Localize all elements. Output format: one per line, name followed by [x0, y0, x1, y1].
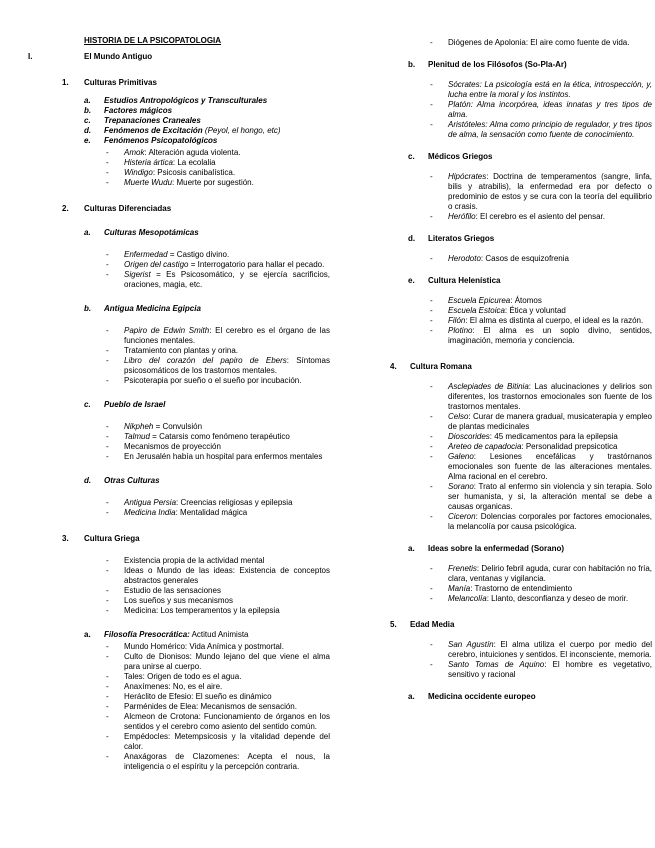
list-item-text: : Muerte por sugestión. — [172, 178, 254, 187]
dash-bullet: - — [106, 376, 109, 385]
list-item-term: Sorano — [448, 482, 474, 491]
list-item-text: : Lesiones encefálicas y trastórnanos emocionales son fuente de las alteraciones mentales. Alma racional en el cerebro. — [448, 452, 652, 481]
left-column — [28, 36, 330, 772]
list-item — [430, 442, 652, 452]
bullet-list — [28, 556, 330, 616]
list-item — [106, 178, 330, 188]
list-item-text: : Átomos — [510, 296, 542, 305]
section-number: 2. — [62, 204, 69, 213]
subsection-letter: b. — [408, 60, 416, 69]
bullet-list — [390, 38, 652, 48]
subsection-heading — [84, 228, 330, 238]
section-heading — [62, 78, 330, 88]
list-item-text: = Es Psicosomático, y se ejercía sacrificios, oraciones, magia, etc. — [124, 270, 330, 289]
list-item-text: : El cerebro es el órgano de las funciones mentales. — [124, 326, 330, 345]
list-item-term: Dioscorides — [448, 432, 490, 441]
list-item — [106, 270, 330, 290]
subsection-heading — [84, 304, 330, 314]
list-item-text: : Dolencias corporales por factores emocionales, la melancolía por causa psicológica. — [448, 512, 652, 531]
dash-bullet: - — [106, 326, 109, 335]
section-label: Cultura Romana — [410, 362, 472, 371]
list-item-text: : El cerebro es el asiento del pensar. — [475, 212, 605, 221]
dash-bullet: - — [430, 584, 433, 593]
list-item — [430, 432, 652, 442]
list-item-term: Filón — [448, 316, 466, 325]
bullet-list — [390, 254, 652, 264]
dash-bullet: - — [106, 168, 109, 177]
list-item — [430, 660, 652, 680]
dash-bullet: - — [106, 452, 109, 461]
dash-bullet: - — [430, 100, 433, 109]
list-item — [106, 452, 330, 462]
list-item-text: : La ecolalia — [172, 158, 216, 167]
dash-bullet: - — [430, 316, 433, 325]
list-item — [430, 640, 653, 660]
subsection-label: Otras Culturas — [104, 476, 160, 485]
list-item — [430, 316, 652, 326]
list-item — [430, 564, 652, 584]
bullet-list — [28, 250, 330, 290]
list-item-term: Amok — [124, 148, 145, 157]
bullet-list — [28, 326, 330, 386]
part-heading — [28, 52, 330, 62]
list-item-text: Alcmeon de Crotona: Funcionamiento de órganos en los sentidos y el cerebro como asiento del sentido común. — [124, 712, 330, 731]
list-item-text: Diógenes de Apolonia: El aire como fuente de vida. — [448, 38, 630, 47]
list-item-text: : Trato al enfermo sin violencia y sin terapia. Solo ser humanista, y si, la alteración mental se debe a causas organicas. — [448, 482, 652, 511]
dash-bullet: - — [106, 712, 109, 721]
list-item — [106, 432, 330, 442]
dash-bullet: - — [430, 212, 433, 221]
subsection-letter: d. — [84, 126, 92, 135]
subsection-note: (Peyol, el hongo, etc) — [202, 126, 281, 135]
dash-bullet: - — [430, 306, 433, 315]
list-item — [106, 376, 330, 386]
list-item-text: Empédocles: Metempsicosis y la vitalidad depende del calor. — [124, 732, 330, 751]
list-item-term: Herófilo — [448, 212, 476, 221]
list-item — [106, 606, 330, 616]
list-item — [106, 586, 330, 596]
dash-bullet: - — [106, 442, 109, 451]
list-item — [106, 346, 330, 356]
list-item — [430, 326, 652, 346]
dash-bullet: - — [430, 564, 433, 573]
section-number: 3. — [62, 534, 69, 543]
list-item — [106, 326, 330, 346]
subsection-letter: a. — [408, 692, 415, 701]
section-label: Culturas Diferenciadas — [84, 204, 172, 213]
bullet-list — [28, 422, 330, 462]
list-item-term: San Agustín — [448, 640, 494, 649]
list-item-term: Herodoto — [448, 254, 481, 263]
dash-bullet: - — [106, 432, 109, 441]
list-item — [430, 80, 652, 100]
list-item — [430, 38, 652, 48]
list-item-term: Windigo — [124, 168, 153, 177]
subsection-label: Ideas sobre la enfermedad (Sorano) — [428, 544, 565, 553]
dash-bullet: - — [430, 432, 433, 441]
list-item-text: : Alteración aguda violenta. — [144, 148, 241, 157]
list-item — [106, 596, 330, 606]
subsection-label: Cultura Helenística — [428, 276, 501, 285]
dash-bullet: - — [430, 594, 433, 603]
list-item-text: Tales: Origen de todo es el agua. — [124, 672, 242, 681]
bullet-list — [390, 382, 652, 532]
subsection-label: Culturas Mesopotámicas — [104, 228, 199, 237]
dash-bullet: - — [106, 346, 109, 355]
list-item-text: = Castigo divino. — [167, 250, 230, 259]
list-item-text: : Personalidad prepsicotica — [521, 442, 618, 451]
list-item-term: Enfermedad — [124, 250, 168, 259]
dash-bullet: - — [106, 752, 109, 761]
list-item — [106, 652, 330, 672]
dash-bullet: - — [106, 652, 109, 661]
subsection-label: Factores mágicos — [104, 106, 173, 115]
list-item-text: : Alma incorpórea, ideas innatas y tres tipos de alma. — [448, 100, 652, 119]
section-label: Edad Media — [410, 620, 455, 629]
subsection-letter: e. — [408, 276, 415, 285]
dash-bullet: - — [430, 172, 433, 181]
subsection-heading — [84, 96, 330, 106]
list-item-text: : Mentalidad mágica — [175, 508, 248, 517]
list-item-term: Manía — [448, 584, 471, 593]
dash-bullet: - — [106, 178, 109, 187]
subsection-label: Médicos Griegos — [428, 152, 493, 161]
subsection-label: Medicina occidente europeo — [428, 692, 536, 701]
list-item-text: : Alma como principio de regulador, y tres tipos de alma, la sensación como fuente de conocimiento. — [448, 120, 652, 139]
list-item — [430, 584, 652, 594]
dash-bullet: - — [106, 596, 109, 605]
list-item-term: Celso — [448, 412, 469, 421]
list-item-text: : La psicología está en la ética, introspección, y, lucha entre la moral y los instintos. — [448, 80, 652, 99]
list-item-text: = Interrogatorio para hallar el pecado. — [188, 260, 325, 269]
list-item — [106, 566, 330, 586]
dash-bullet: - — [430, 296, 433, 305]
list-item-term: Ciceron — [448, 512, 476, 521]
dash-bullet: - — [106, 642, 109, 651]
list-item-text: : Casos de esquizofrenia — [480, 254, 569, 263]
dash-bullet: - — [106, 702, 109, 711]
subsection-label: Fenómenos Psicopatológicos — [104, 136, 218, 145]
subsection-heading — [84, 136, 330, 146]
list-item-text: Ideas o Mundo de las ideas: Existencia de conceptos abstractos generales — [124, 566, 330, 585]
list-item — [106, 642, 330, 652]
list-item — [106, 158, 330, 168]
list-item-text: : Síntomas psicosomáticos de los trastornos mentales. — [124, 356, 330, 375]
list-item-term: Areteo de capadocia — [448, 442, 522, 451]
list-item — [106, 422, 330, 432]
dash-bullet: - — [106, 508, 109, 517]
subsection-heading — [84, 106, 330, 116]
list-item — [106, 498, 330, 508]
list-item-text: Estudio de las sensaciones — [124, 586, 221, 595]
list-item — [430, 452, 652, 482]
section-number: 5. — [390, 620, 397, 629]
section-number: 1. — [62, 78, 69, 87]
list-item — [106, 712, 330, 732]
list-item — [106, 556, 330, 566]
list-item-text: Existencia propia de la actividad mental — [124, 556, 265, 565]
list-item-term: Sigerist — [124, 270, 151, 279]
dash-bullet: - — [106, 148, 109, 157]
list-item-term: Hipócrates — [448, 172, 487, 181]
subsection-letter: a. — [84, 228, 91, 237]
list-item-text: : Delirio febril aguda, curar con habitación no fría, clara, ventanas y vigilancia. — [448, 564, 652, 583]
list-item — [430, 594, 652, 604]
dash-bullet: - — [106, 498, 109, 507]
dash-bullet: - — [106, 606, 109, 615]
list-item-text: Heráclito de Efesio: El sueño es dinámico — [124, 692, 272, 701]
bullet-list — [28, 498, 330, 518]
dash-bullet: - — [106, 692, 109, 701]
dash-bullet: - — [430, 38, 433, 47]
subsection-note: Actitud Animista — [189, 630, 249, 639]
list-item-term: Talmud — [124, 432, 150, 441]
subsection-heading — [408, 544, 652, 554]
subsection-label: Literatos Griegos — [428, 234, 495, 243]
list-item-term: Origen del castigo — [124, 260, 189, 269]
dash-bullet: - — [106, 250, 109, 259]
dash-bullet: - — [430, 382, 433, 391]
dash-bullet: - — [106, 356, 109, 365]
list-item — [430, 254, 652, 264]
list-item-text: Parménides de Elea: Mecanismos de sensación. — [124, 702, 297, 711]
list-item-text: Los sueños y sus mecanismos — [124, 596, 233, 605]
list-item-text: : El alma utiliza el cuerpo por medio del cerebro, intuiciones y sentidos. El inconsciente, memoria. — [448, 640, 653, 659]
document-title: HISTORIA DE LA PSICOPATOLOGIA — [84, 36, 222, 45]
dash-bullet: - — [106, 270, 109, 279]
list-item-text: = Convulsión — [153, 422, 203, 431]
list-item-text: : 45 medicamentos para la epilepsia — [489, 432, 618, 441]
list-item-text: Medicina: Los temperamentos y la epilepsia — [124, 606, 280, 615]
dash-bullet: - — [106, 682, 109, 691]
dash-bullet: - — [106, 556, 109, 565]
dash-bullet: - — [430, 412, 433, 421]
list-item-term: Papiro de Edwin Smith — [124, 326, 210, 335]
list-item-text: : El alma es distinta al cuerpo, el ideal es la razón. — [465, 316, 644, 325]
subsection-letter: d. — [408, 234, 416, 243]
bullet-list — [28, 642, 330, 772]
list-item-text: En Jerusalén había un hospital para enfermos mentales — [124, 452, 323, 461]
list-item-term: Santo Tomas de Aquino — [448, 660, 545, 669]
subsection-letter: c. — [84, 400, 91, 409]
list-item — [430, 412, 652, 432]
list-item-term: Aristóteles — [448, 120, 486, 129]
section-heading — [62, 534, 330, 544]
list-item-term: Sócrates — [448, 80, 480, 89]
list-item-text: Culto de Dionisos: Mundo lejano del que viene el alma para unirse al cuerpo. — [124, 652, 330, 671]
list-item — [106, 508, 330, 518]
list-item-text: Anaxímenes: No, es el aire. — [124, 682, 223, 691]
list-item-term: Antigua Persia — [124, 498, 177, 507]
list-item — [106, 752, 330, 772]
dash-bullet: - — [106, 260, 109, 269]
subsection-letter: b. — [84, 304, 92, 313]
list-item-term: Asclepiades de Bitinia — [448, 382, 529, 391]
subsection-label: Pueblo de Israel — [104, 400, 166, 409]
list-item — [106, 732, 330, 752]
subsection-heading — [408, 276, 652, 286]
subsection-heading — [84, 630, 330, 640]
dash-bullet: - — [106, 732, 109, 741]
dash-bullet: - — [430, 482, 433, 491]
dash-bullet: - — [430, 120, 433, 129]
section-label: Culturas Primitivas — [84, 78, 157, 87]
list-item-text: Psicoterapia por sueño o el sueño por incubación. — [124, 376, 302, 385]
bullet-list — [390, 640, 652, 680]
subsection-letter: a. — [408, 544, 415, 553]
list-item — [430, 382, 652, 412]
list-item-text: : Psicosis canibalística. — [152, 168, 236, 177]
list-item-term: Plotino — [448, 326, 473, 335]
dash-bullet: - — [430, 512, 433, 521]
list-item-term: Muerte Wudu — [124, 178, 173, 187]
list-item — [106, 168, 330, 178]
list-item-term: Frenetis — [448, 564, 477, 573]
subsection-label: Filosofía Presocrática: — [104, 630, 190, 639]
subsection-letter: c. — [84, 116, 91, 125]
list-item-text: : Trastorno de entendimiento — [470, 584, 573, 593]
subsection-heading — [408, 60, 652, 70]
subsection-label: Plenitud de los Filósofos (So-Pla-Ar) — [428, 60, 567, 69]
list-item — [430, 100, 652, 120]
list-item-text: : Curar de manera gradual, musicaterapia y empleo de plantas medicinales — [448, 412, 652, 431]
subsection-label: Estudios Antropológicos y Transculturales — [104, 96, 268, 105]
list-item-text: : Llanto, desconfianza y deseo de morir. — [486, 594, 629, 603]
subsection-letter: d. — [84, 476, 92, 485]
dash-bullet: - — [106, 422, 109, 431]
dash-bullet: - — [430, 254, 433, 263]
dash-bullet: - — [106, 586, 109, 595]
subsection-label: Antigua Medicina Egipcia — [104, 304, 201, 313]
bullet-list — [390, 296, 652, 346]
subsection-letter: e. — [84, 136, 91, 145]
list-item — [106, 702, 330, 712]
list-item-term: Escuela Epicurea — [448, 296, 511, 305]
right-column — [390, 38, 652, 702]
list-item-text: : El alma es un soplo divino, sentidos, imaginación, memoria y conciencia. — [448, 326, 652, 345]
subsection-letter: c. — [408, 152, 415, 161]
list-item-text: : Creencias religiosas y epilepsia — [176, 498, 293, 507]
list-item — [106, 442, 330, 452]
subsection-list — [28, 96, 330, 146]
dash-bullet: - — [106, 158, 109, 167]
list-item — [430, 120, 652, 140]
part-label: El Mundo Antiguo — [84, 52, 153, 61]
list-item — [106, 682, 330, 692]
list-item — [430, 482, 652, 512]
list-item — [430, 212, 652, 222]
bullet-list — [390, 564, 652, 604]
dash-bullet: - — [430, 442, 433, 451]
list-item-text: Anaxágoras de Clazomenes: Acepta el nous, la inteligencia o el espíritu y la percepción contraria. — [124, 752, 330, 771]
list-item — [106, 250, 330, 260]
dash-bullet: - — [430, 640, 433, 649]
subsection-label: Fenómenos de Excitación — [104, 126, 203, 135]
list-item-text: : Las alucinaciones y delirios son diferentes, los trastornos emocionales son fuente de los trastornos mentales. — [448, 382, 652, 411]
dash-bullet: - — [430, 452, 433, 461]
bullet-list — [390, 172, 652, 222]
list-item-term: Libro del corazón del papiro de Ebers — [124, 356, 287, 365]
list-item-term: Galeno — [448, 452, 474, 461]
part-number: I. — [28, 52, 33, 61]
subsection-heading — [84, 126, 330, 136]
list-item-term: Medicina India — [124, 508, 176, 517]
list-item-term: Nikpheh — [124, 422, 154, 431]
list-item — [106, 260, 330, 270]
subsection-label: Trepanaciones Craneales — [104, 116, 201, 125]
dash-bullet: - — [430, 80, 433, 89]
section-number: 4. — [390, 362, 397, 371]
list-item-term: Platón — [448, 100, 471, 109]
list-item — [106, 672, 330, 682]
list-item-text: : Ética y voluntad — [504, 306, 566, 315]
list-item-text: : El hombre es vegetativo, sensitivo y racional — [448, 660, 652, 679]
dash-bullet: - — [430, 326, 433, 335]
subsection-letter: a. — [84, 630, 91, 639]
list-item-term: Histeria ártica — [124, 158, 173, 167]
list-item-text: Tratamiento con plantas y orina. — [124, 346, 238, 355]
subsection-letter: b. — [84, 106, 92, 115]
list-item — [106, 148, 330, 158]
list-item — [430, 512, 652, 532]
list-item-term: Escuela Estoica — [448, 306, 505, 315]
list-item-text: = Catarsis como fenómeno terapéutico — [149, 432, 290, 441]
section-heading — [390, 362, 652, 372]
subsection-letter: a. — [84, 96, 91, 105]
list-item-text: : Doctrina de temperamentos (sangre, linfa, bilis y atrabilis), la enfermedad era por defecto o predominio de estos y se cura con la teoría del equilibrio o crasis. — [448, 172, 652, 211]
dash-bullet: - — [106, 566, 109, 575]
list-item — [106, 356, 330, 376]
list-item — [430, 306, 652, 316]
dash-bullet: - — [430, 660, 433, 669]
subsection-heading — [84, 476, 330, 486]
list-item-term: Melancolía — [448, 594, 487, 603]
list-item — [106, 692, 330, 702]
section-heading — [390, 620, 652, 630]
subsection-heading — [408, 234, 652, 244]
section-label: Cultura Griega — [84, 534, 140, 543]
list-item — [430, 296, 652, 306]
dash-bullet: - — [106, 672, 109, 681]
subsection-heading — [84, 400, 330, 410]
section-heading — [62, 204, 330, 214]
list-item-text: Mecanismos de proyección — [124, 442, 221, 451]
list-item — [430, 172, 652, 212]
subsection-heading — [84, 116, 330, 126]
subsection-heading — [408, 692, 652, 702]
bullet-list — [390, 80, 652, 140]
bullet-list — [28, 148, 330, 188]
subsection-heading — [408, 152, 652, 162]
list-item-text: Mundo Homérico: Vida Anímica y postmortal. — [124, 642, 284, 651]
